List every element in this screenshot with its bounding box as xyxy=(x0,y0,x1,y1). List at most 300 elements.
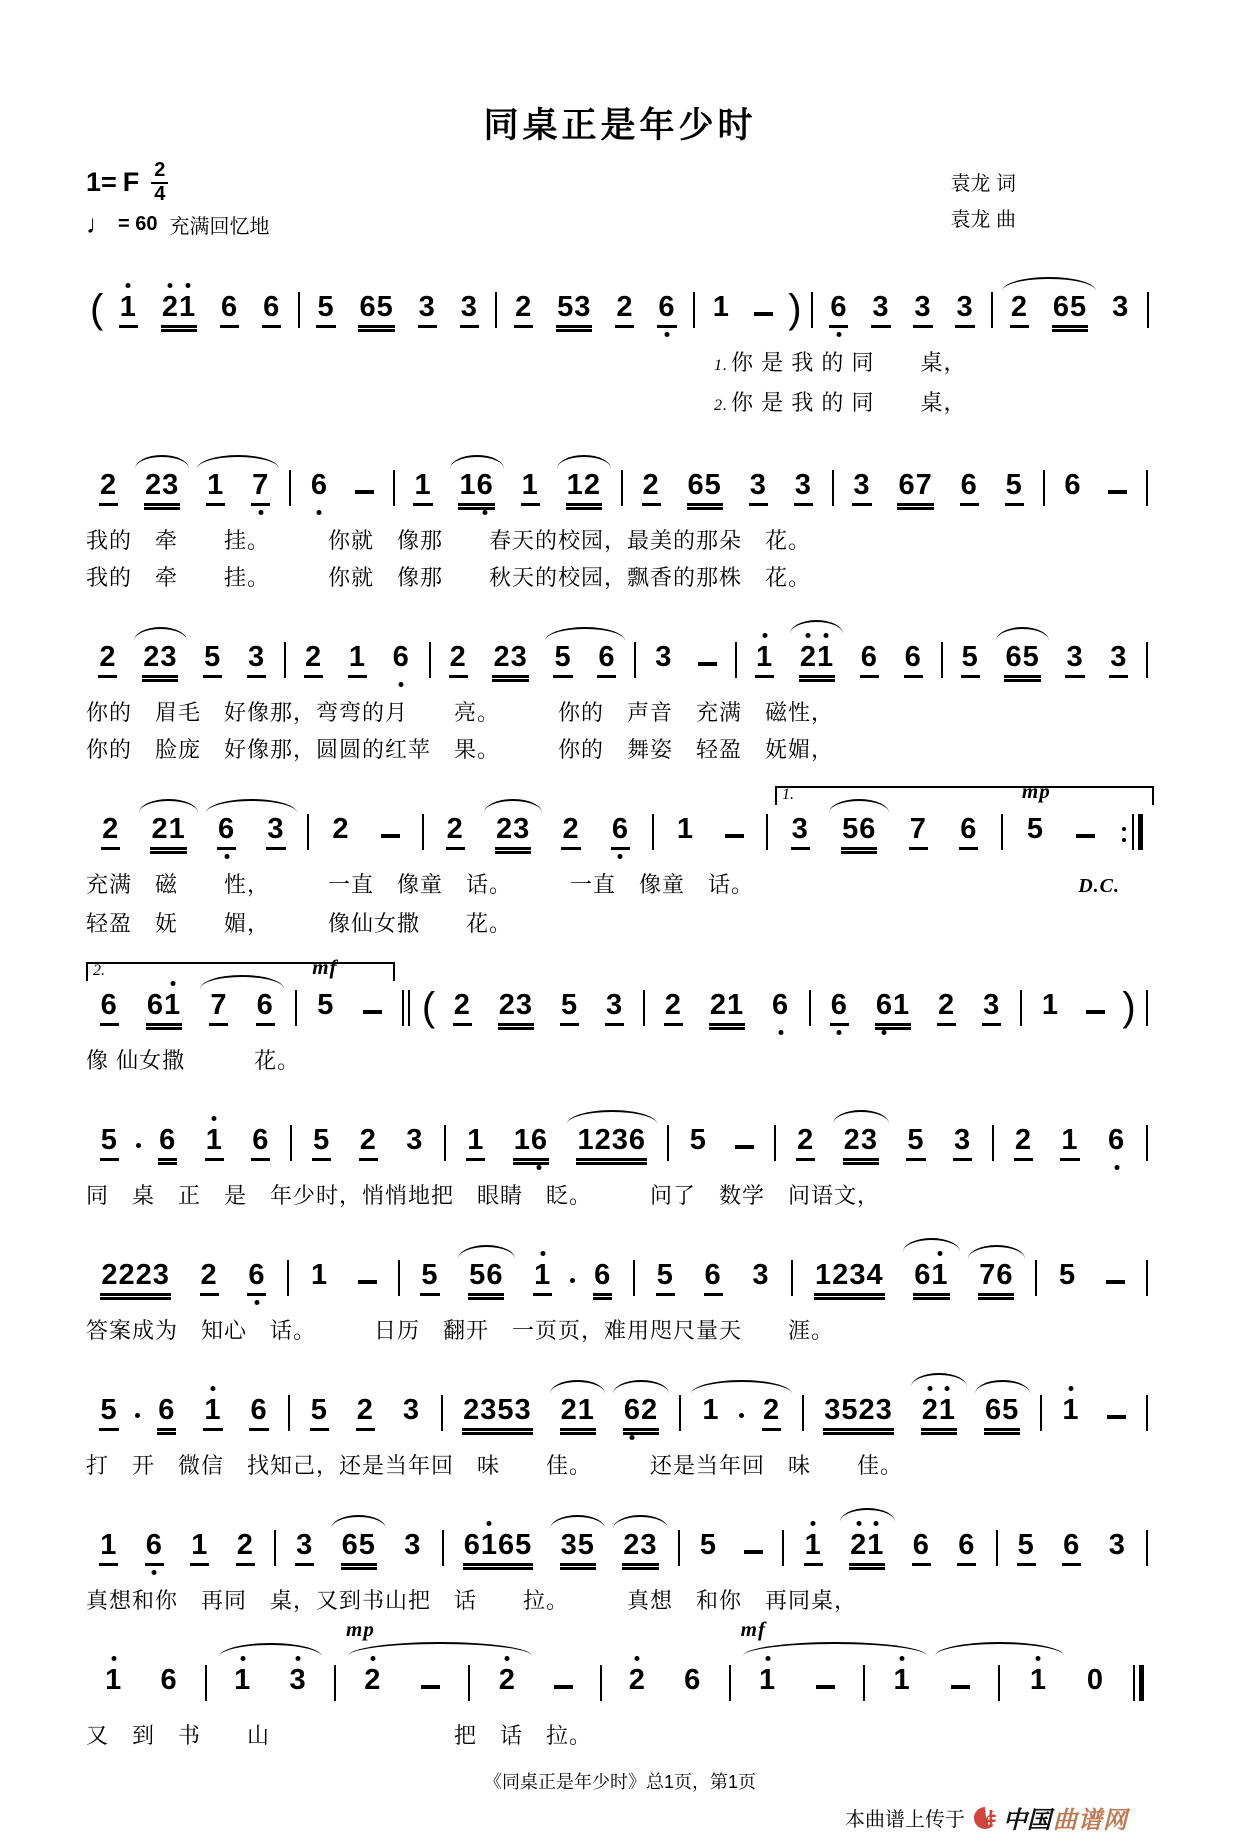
note xyxy=(312,955,338,1026)
token-cell xyxy=(1139,1260,1154,1296)
token-cell xyxy=(149,293,208,328)
note-digit: 3 xyxy=(574,291,592,323)
note-digit: 2 xyxy=(843,1124,861,1156)
barline xyxy=(274,1530,276,1566)
close-paren-mark: ) xyxy=(1122,985,1136,1029)
note-digit: 6 xyxy=(486,1259,504,1291)
note xyxy=(405,1126,424,1161)
note xyxy=(611,815,630,850)
dynamic-mark: mf xyxy=(740,1617,766,1641)
token-cell xyxy=(686,1531,732,1566)
note xyxy=(953,1126,972,1161)
token-cell xyxy=(817,991,862,1026)
token-cell xyxy=(1061,834,1111,850)
note-digit: 2 xyxy=(628,1664,646,1696)
note xyxy=(871,293,890,328)
note xyxy=(1010,293,1029,328)
note xyxy=(892,1666,911,1701)
note xyxy=(458,471,494,506)
token-cell xyxy=(223,1531,269,1566)
augmentation-dot xyxy=(136,1143,141,1148)
dash-rest xyxy=(1076,834,1095,838)
note-digit: 2 xyxy=(709,989,727,1021)
note-digit: 2 xyxy=(161,291,179,323)
token-cell xyxy=(391,1260,406,1296)
barline xyxy=(205,1665,207,1701)
slur-tie-group xyxy=(344,1617,536,1701)
barline xyxy=(766,814,768,850)
augmentation-dot xyxy=(739,1413,744,1418)
note xyxy=(495,815,531,850)
note-digit: 1 xyxy=(311,1259,329,1291)
token-cell xyxy=(1050,471,1095,506)
token-cell xyxy=(190,1396,236,1431)
note xyxy=(514,293,533,328)
token-cell xyxy=(132,1413,144,1431)
token-cell xyxy=(810,1396,908,1431)
note-digit: 5 xyxy=(656,1259,674,1291)
barline xyxy=(429,642,431,678)
barline xyxy=(667,1125,669,1161)
note-digit: 6 xyxy=(687,469,705,501)
note xyxy=(119,293,138,328)
note-digit: 7 xyxy=(909,813,927,845)
token-cell xyxy=(292,643,336,678)
site-logo xyxy=(973,1800,1128,1835)
note-digit: 0 xyxy=(1086,1664,1104,1696)
token-cell xyxy=(737,1261,785,1296)
slur-tie-group xyxy=(553,471,615,506)
note-digit: 3 xyxy=(606,989,624,1021)
note-digit: 6 xyxy=(250,1394,268,1426)
barline xyxy=(678,1530,680,1566)
note xyxy=(363,1666,382,1701)
token-cell xyxy=(417,985,439,1029)
note-digit: 5 xyxy=(842,813,860,845)
token-cell xyxy=(1040,293,1099,328)
token-cell xyxy=(446,471,508,506)
score-body xyxy=(86,246,1154,1754)
note-digit: 6 xyxy=(158,1394,176,1426)
note xyxy=(849,1531,885,1566)
note-digit: 5 xyxy=(1022,641,1040,673)
augmentation-dot xyxy=(135,1413,140,1418)
note-digit: 5 xyxy=(1070,291,1088,323)
note xyxy=(852,471,871,506)
note xyxy=(217,815,236,850)
token-cell xyxy=(615,470,629,506)
note xyxy=(566,471,602,506)
note xyxy=(142,643,178,678)
note-digit: 5 xyxy=(310,1394,328,1426)
token-cell xyxy=(296,1261,344,1296)
token-cell xyxy=(86,991,132,1026)
token-cell xyxy=(885,471,947,506)
token-cell xyxy=(326,1665,344,1701)
note-digit: 6 xyxy=(497,1529,516,1561)
dynamic-mark: mp xyxy=(1021,779,1051,803)
lyric-line xyxy=(86,866,1154,905)
song-title: 同桌正是年少时 xyxy=(483,106,757,145)
token-cell xyxy=(1140,1125,1154,1161)
token-cell xyxy=(282,1395,296,1431)
note-digit: 5 xyxy=(557,291,575,323)
note-digit: 2 xyxy=(762,1394,781,1426)
note-digit: 2 xyxy=(641,1394,659,1426)
note xyxy=(556,293,592,328)
token-cell xyxy=(735,1413,747,1431)
barline xyxy=(1146,1530,1148,1566)
note-digit: 1 xyxy=(467,1124,485,1156)
note-digit: 1 xyxy=(191,1529,209,1561)
note-digit: 2 xyxy=(332,813,350,845)
dash-rest xyxy=(754,312,773,316)
note xyxy=(341,1531,377,1566)
token-cell xyxy=(301,814,317,850)
token-cell xyxy=(86,1531,132,1566)
note-digit: 1 xyxy=(119,291,137,323)
logo-text-site: 曲谱网 xyxy=(1053,1807,1128,1834)
note-digit: 1 xyxy=(459,469,477,501)
barline xyxy=(996,1530,998,1566)
token-cell xyxy=(637,990,651,1026)
token-cell xyxy=(672,1530,686,1566)
lyric-text: 打 开 微信 找知己，还是当年回 味 佳。 还是当年回 味 佳。 xyxy=(86,1453,904,1478)
note xyxy=(804,1531,823,1566)
note-digit: 1 xyxy=(204,1394,222,1426)
note-digit: 3 xyxy=(914,291,932,323)
barline xyxy=(774,1125,776,1161)
barline xyxy=(791,1260,793,1296)
note xyxy=(593,1261,612,1296)
note xyxy=(561,815,580,850)
note-digit: 5 xyxy=(421,1259,439,1291)
token-cell xyxy=(144,1396,190,1431)
lyric-line xyxy=(86,1447,1154,1484)
note-digit: 2 xyxy=(797,1124,815,1156)
slur-tie-group xyxy=(135,815,202,850)
token-cell xyxy=(747,1396,795,1431)
token-cell xyxy=(971,1396,1034,1431)
note-digit: 1 xyxy=(205,1124,223,1156)
slur-tie-group xyxy=(964,1261,1029,1296)
token-cell xyxy=(436,643,480,678)
lyric-line xyxy=(86,1312,1154,1349)
token-cell xyxy=(592,991,637,1026)
barline xyxy=(809,990,811,1026)
music-line xyxy=(86,246,1154,344)
note-digit: 2 xyxy=(236,1529,254,1561)
token-cell xyxy=(402,1685,460,1701)
token-cell xyxy=(790,1531,836,1566)
note-digit: 1 xyxy=(534,1259,552,1291)
token-cell xyxy=(406,1261,454,1296)
token-cell xyxy=(344,1280,392,1296)
note xyxy=(683,1666,702,1701)
token-cell xyxy=(947,471,992,506)
note-digit: 2 xyxy=(151,813,169,845)
barline xyxy=(298,292,300,328)
note xyxy=(1052,293,1088,328)
slur-tie-group xyxy=(196,991,289,1026)
note xyxy=(99,1531,118,1566)
token-cell xyxy=(609,1396,672,1431)
lyric-line xyxy=(86,1042,1154,1079)
note-digit: 3 xyxy=(514,1394,532,1426)
note-digit: 6 xyxy=(1063,1529,1081,1561)
slur-tie-group xyxy=(786,643,847,678)
note-digit: 5 xyxy=(469,1259,487,1291)
lyricist-credit: 袁龙 词 xyxy=(950,173,1016,195)
note-digit: 2 xyxy=(858,1394,876,1426)
token-cell xyxy=(281,1260,296,1296)
token-cell xyxy=(836,1531,899,1566)
barline xyxy=(1020,990,1022,1026)
barline xyxy=(941,642,943,678)
note xyxy=(233,1666,252,1701)
note xyxy=(466,1126,485,1161)
note-digit: 2 xyxy=(594,1124,612,1156)
barline xyxy=(634,642,636,678)
token-cell xyxy=(800,1261,899,1296)
note-digit: 6 xyxy=(218,813,236,845)
note-digit: 6 xyxy=(658,291,676,323)
token-cell xyxy=(893,815,944,850)
note-digit: 6 xyxy=(1005,641,1023,673)
note-digit: 3 xyxy=(404,1529,422,1561)
note-digit: 1 xyxy=(164,989,182,1021)
token-cell xyxy=(675,1126,722,1161)
note-digit: 7 xyxy=(210,989,228,1021)
note xyxy=(249,1396,268,1431)
barline xyxy=(633,1260,635,1296)
note xyxy=(100,1261,171,1296)
note xyxy=(206,471,225,506)
note xyxy=(295,1531,314,1566)
token-cell xyxy=(342,1396,388,1431)
token-cell xyxy=(86,643,130,678)
token-cell xyxy=(545,293,604,328)
note-digit: 2 xyxy=(144,469,163,501)
note xyxy=(498,1666,517,1701)
open-paren-mark: ( xyxy=(90,287,104,331)
token-cell xyxy=(344,1666,402,1701)
note-digit: 1 xyxy=(712,291,730,323)
barline xyxy=(998,1665,1000,1701)
barline xyxy=(402,990,404,1026)
note-digit: 6 xyxy=(598,641,616,673)
note-digit: 6 xyxy=(1107,1124,1126,1156)
note-digit: 5 xyxy=(376,291,394,323)
note-digit: 2 xyxy=(356,1394,374,1426)
lyric-line xyxy=(714,384,1154,424)
token-cell xyxy=(781,471,826,506)
token-cell xyxy=(642,643,686,678)
barline xyxy=(295,990,297,1026)
dynamic-mark: mf xyxy=(312,955,338,979)
note-digit: 2 xyxy=(498,1664,516,1696)
barline xyxy=(600,1665,602,1701)
note-digit: 5 xyxy=(358,1529,376,1561)
note-digit: 5 xyxy=(961,641,979,673)
note xyxy=(359,1126,378,1161)
note-digit: 3 xyxy=(402,1394,421,1426)
token-cell xyxy=(233,1261,281,1296)
note xyxy=(1063,471,1082,506)
note-digit: 3 xyxy=(160,641,178,673)
token-cell xyxy=(107,293,149,328)
note-digit: 3 xyxy=(560,1529,578,1561)
slur-tie-group xyxy=(193,471,283,506)
meter-denominator: 4 xyxy=(154,183,166,205)
token-cell xyxy=(215,1666,270,1701)
note-digit: 2 xyxy=(583,469,601,501)
barline xyxy=(1146,1260,1148,1296)
quarter-note-icon: ♩ xyxy=(86,209,112,239)
token-cell xyxy=(803,990,817,1026)
music-line xyxy=(86,426,1154,522)
token-cell xyxy=(1142,292,1154,328)
token-cell xyxy=(508,471,553,506)
note-digit: 6 xyxy=(463,1529,481,1561)
barline xyxy=(1146,470,1148,506)
token-cell xyxy=(327,1531,390,1566)
note-digit: 2 xyxy=(200,1259,218,1291)
token-cell xyxy=(345,1126,392,1161)
note-digit: 1 xyxy=(893,1664,911,1696)
note xyxy=(829,293,848,328)
note xyxy=(1005,471,1024,506)
lyric-line xyxy=(86,1717,1154,1754)
token-cell xyxy=(873,1666,931,1701)
token-cell xyxy=(450,1531,547,1566)
token-cell xyxy=(141,1666,196,1701)
note xyxy=(104,1666,123,1701)
note xyxy=(251,471,270,506)
note-digit: 5 xyxy=(577,1529,595,1561)
barline xyxy=(621,470,623,506)
note-digit: 2 xyxy=(99,469,118,501)
barline xyxy=(1138,814,1143,850)
token-cell xyxy=(931,1685,989,1701)
note xyxy=(654,643,673,678)
barline xyxy=(1139,1665,1144,1701)
note xyxy=(771,991,790,1026)
slur-tie-group xyxy=(931,1665,1068,1701)
token-cell xyxy=(191,1126,238,1161)
barline xyxy=(832,470,834,506)
repeat-barline xyxy=(1122,814,1143,850)
token-cell xyxy=(696,991,758,1026)
note-digit: 6 xyxy=(704,1259,722,1291)
note-digit: 5 xyxy=(1059,1259,1077,1291)
token-cell xyxy=(661,815,710,850)
note xyxy=(982,991,1001,1026)
token-cell xyxy=(935,642,948,678)
volta-label: 1. xyxy=(781,786,794,803)
note xyxy=(576,1126,647,1161)
token-cell xyxy=(435,1395,449,1431)
note-digit: 2 xyxy=(359,1124,377,1156)
note-digit: 1 xyxy=(726,989,745,1021)
note xyxy=(841,815,877,850)
note xyxy=(100,1126,119,1161)
note xyxy=(392,643,411,678)
note xyxy=(356,1396,375,1431)
note xyxy=(236,1531,255,1566)
dash-rest xyxy=(421,1685,440,1689)
token-cell xyxy=(546,1531,609,1566)
note-digit: 5 xyxy=(907,1124,925,1156)
note xyxy=(492,643,528,678)
token-cell xyxy=(342,490,387,506)
note-digit: 7 xyxy=(252,469,270,501)
note xyxy=(420,1261,439,1296)
barline xyxy=(991,292,993,328)
note-digit: 5 xyxy=(1026,813,1044,845)
note xyxy=(331,815,350,850)
barline xyxy=(1001,814,1003,850)
lyric-line xyxy=(86,694,1154,731)
note xyxy=(462,1396,533,1431)
token-cell xyxy=(1111,814,1154,850)
token-cell xyxy=(796,1685,854,1701)
note xyxy=(553,643,572,678)
note xyxy=(1041,991,1060,1026)
note-digit: 6 xyxy=(960,469,978,501)
note xyxy=(664,991,683,1026)
lyric-text: 同 桌 正 是 年少时，悄悄地把 眼睛 眨。 问了 数学 问语文， xyxy=(86,1183,881,1208)
note xyxy=(99,1396,118,1431)
note-digit: 1 xyxy=(804,1529,822,1561)
note-digit: 6 xyxy=(830,989,848,1021)
token-cell xyxy=(673,1395,687,1431)
volta-bracket xyxy=(775,779,1154,850)
note-digit: 6 xyxy=(772,989,790,1021)
token-cell xyxy=(279,642,292,678)
barline xyxy=(307,814,309,850)
token-cell xyxy=(758,991,803,1026)
note xyxy=(704,1261,723,1296)
note-digit: 5 xyxy=(689,1124,707,1156)
note xyxy=(615,293,634,328)
volta-label: 2. xyxy=(93,962,105,979)
token-cell xyxy=(1048,1396,1094,1431)
token-cell xyxy=(430,815,479,850)
token-cell xyxy=(796,1395,810,1431)
logo-text-china: 中国 xyxy=(1003,1807,1051,1834)
token-cell xyxy=(1053,643,1097,678)
note-digit: 3 xyxy=(152,1259,170,1291)
note xyxy=(794,471,813,506)
note-digit: 6 xyxy=(392,641,410,673)
note xyxy=(709,991,745,1026)
tempo-mood-text: 充满回忆地 xyxy=(169,216,270,238)
token-cell xyxy=(452,1126,499,1161)
token-cell xyxy=(1044,1261,1092,1296)
dash-rest xyxy=(355,490,374,494)
lyric-line xyxy=(86,522,1154,559)
slur-tie-group xyxy=(825,815,893,850)
token-cell xyxy=(786,643,847,678)
note-digit: 5 xyxy=(313,1124,331,1156)
barline xyxy=(290,1125,292,1161)
barline xyxy=(863,1665,865,1701)
note-digit: 3 xyxy=(267,813,285,845)
note xyxy=(904,643,923,678)
slur-tie-group xyxy=(836,1531,899,1566)
music-line xyxy=(86,1351,1154,1447)
